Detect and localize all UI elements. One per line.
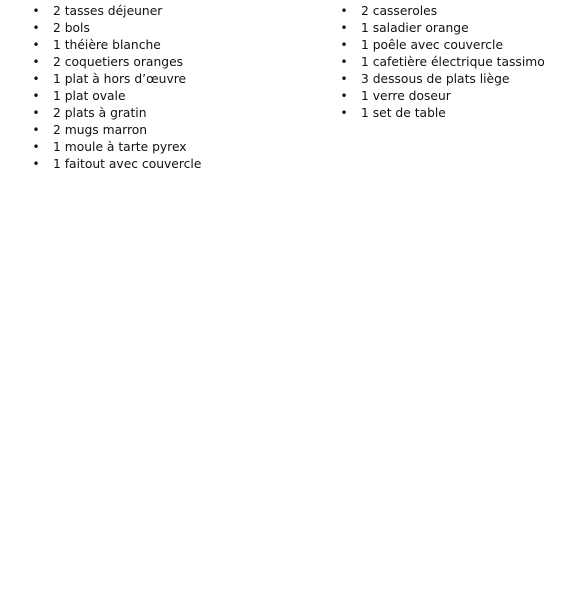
- bullet-icon: •: [32, 38, 40, 52]
- list-item-label: 1 moule à tarte pyrex: [53, 140, 187, 154]
- bullet-icon: •: [32, 140, 40, 154]
- list-item: [308, 20, 572, 37]
- list-item: [0, 156, 290, 173]
- bullet-icon: •: [340, 38, 348, 52]
- list-item: [0, 88, 290, 105]
- list-item: [0, 105, 290, 122]
- list-item-label: 2 plats à gratin: [53, 106, 147, 120]
- list-item: [0, 71, 290, 88]
- list-item-label: 2 bols: [53, 21, 90, 35]
- list-item: [0, 37, 290, 54]
- list-item: [308, 3, 572, 20]
- list-item-label: 3 dessous de plats liège: [361, 72, 510, 86]
- bullet-icon: •: [340, 72, 348, 86]
- bullet-icon: •: [32, 157, 40, 171]
- list-item: [0, 122, 290, 139]
- list-item-label: 2 coquetiers oranges: [53, 55, 184, 69]
- bullet-icon: •: [32, 89, 40, 103]
- list-item-label: 1 poêle avec couvercle: [361, 38, 504, 52]
- list-item: [0, 20, 290, 37]
- list-item-label: 1 faitout avec couvercle: [53, 157, 202, 171]
- list-item-label: 1 saladier orange: [361, 21, 469, 35]
- bullet-icon: •: [32, 4, 40, 18]
- bullet-icon: •: [32, 21, 40, 35]
- list-item-label: 2 mugs marron: [53, 123, 148, 137]
- list-item-label: 2 tasses déjeuner: [53, 4, 163, 18]
- list-item: [308, 88, 572, 105]
- bullet-icon: •: [340, 106, 348, 120]
- bullet-icon: •: [32, 106, 40, 120]
- list-item: [308, 54, 572, 71]
- list-item-label: 1 plat à hors d’œuvre: [53, 72, 187, 86]
- list-item: [308, 37, 572, 54]
- list-item-label: 1 verre doseur: [361, 89, 451, 103]
- list-item-label: 1 cafetière électrique tassimo: [361, 55, 545, 69]
- list-item-label: 1 plat ovale: [53, 89, 126, 103]
- left-item-list: [0, 3, 290, 173]
- list-item-label: 1 théière blanche: [53, 38, 161, 52]
- list-item: [308, 105, 572, 122]
- bullet-icon: •: [32, 72, 40, 86]
- list-item-label: 1 set de table: [361, 106, 446, 120]
- bullet-icon: •: [340, 89, 348, 103]
- bullet-icon: •: [340, 4, 348, 18]
- list-item: [308, 71, 572, 88]
- right-item-list: [308, 3, 572, 122]
- bullet-icon: •: [32, 123, 40, 137]
- list-item: [0, 54, 290, 71]
- list-item: [0, 3, 290, 20]
- bullet-icon: •: [340, 21, 348, 35]
- list-item: [0, 139, 290, 156]
- bullet-icon: •: [32, 55, 40, 69]
- bullet-icon: •: [340, 55, 348, 69]
- list-item-label: 2 casseroles: [361, 4, 438, 18]
